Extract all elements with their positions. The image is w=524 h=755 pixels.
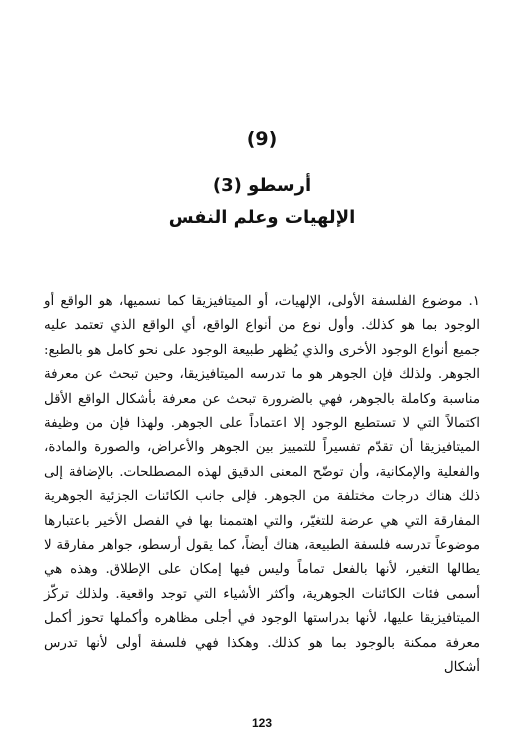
body-text xyxy=(44,290,480,681)
chapter-number: (9) xyxy=(246,128,278,150)
body-paragraph: ١. موضوع الفلسفة الأولى، الإلهيات، أو الميتافيزيقا كما نسميها، هو الواقع أو الوجود بما هو كذلك. وأول نوع من أنواع الواقع، أي الواقع الذي تعتمد عليه جميع أنواع الوجود الأخرى والذي يُظهر طبيعة الوجود على نحو كامل هو بالطبع: الجوهر. ولذلك فإن الجوهر هو ما تدرسه الميتافيزيقا، وحين تبحث عن معرفة مناسبة وكاملة بالجوهر، فهي بالضرورة تبحث عن معرفة بأشكال الواقع الأقل اكتمالاً التي لا تستطيع الوجود إلا اعتماداً على الجوهر. ولهذا فإن من وظيفة الميتافيزيقا أن تقدّم تفسيراً للتمييز بين الجوهر والأعراض، والصورة والمادة، والفعلية والإمكانية، وأن توضّح المعنى الدقيق لهذه المصطلحات. بالإضافة إلى ذلك هناك درجات مختلفة من الجوهر. فإلى جانب الكائنات الجزئية الجوهرية المفارقة التي هي عرضة للتغيّر، والتي اهتممنا بها في الفصل الأخير باعتبارها موضوعاً تدرسه فلسفة الطبيعة، هناك أيضاً، كما يقول أرسطو، جواهر مفارقة لا يطالها التغير، لأنها بالفعل تماماً وليس فيها إمكان على الإطلاق. وهذه هي أسمى فئات الكائنات الجوهرية، وأكثر الأشياء التي توجد واقعية. ولذلك تركّز الميتافيزيقا عليها، لأنها بدراستها الوجود في أجلى مظاهره وأكملها تحوز أكمل معرفة ممكنة بالوجود بما هو كذلك. وهكذا فهي فلسفة أولى لأنها تدرس أشكال xyxy=(44,294,480,676)
page-number: 123 xyxy=(251,716,273,730)
chapter-title-line-1: أرسطو (3) xyxy=(212,175,312,196)
chapter-title xyxy=(0,170,524,234)
chapter-title-line-2: الإلهيات وعلم النفس xyxy=(168,207,356,228)
